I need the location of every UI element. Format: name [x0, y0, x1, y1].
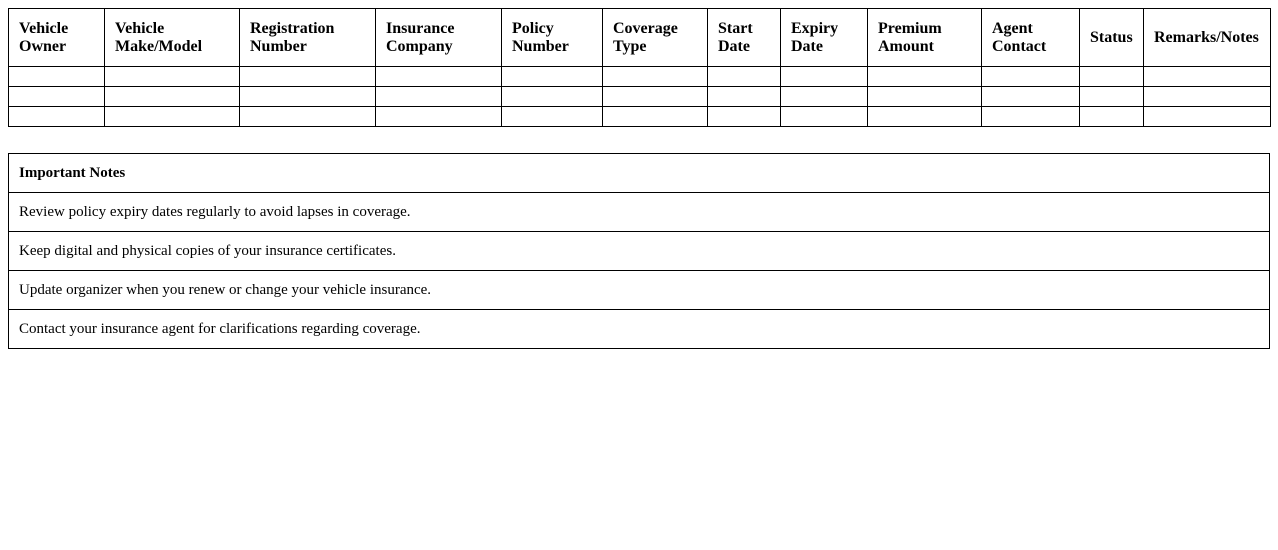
table-cell[interactable]	[105, 107, 240, 127]
table-cell[interactable]	[9, 67, 105, 87]
table-cell[interactable]	[105, 67, 240, 87]
table-row	[9, 67, 1271, 87]
table-cell[interactable]	[376, 107, 502, 127]
table-cell[interactable]	[1144, 87, 1271, 107]
table-cell[interactable]	[240, 67, 376, 87]
table-cell[interactable]	[868, 107, 982, 127]
table-cell[interactable]	[868, 87, 982, 107]
table-cell[interactable]	[603, 87, 708, 107]
note-row	[9, 232, 1270, 271]
table-cell[interactable]	[240, 107, 376, 127]
table-cell[interactable]	[9, 107, 105, 127]
table-cell[interactable]	[9, 87, 105, 107]
table-cell[interactable]	[1080, 67, 1144, 87]
notes-heading: Important Notes	[9, 154, 1270, 193]
header-row	[9, 9, 1271, 67]
table-cell[interactable]	[240, 87, 376, 107]
column-header-premium-amount: Premium Amount	[868, 9, 982, 67]
column-header-policy-number: Policy Number	[502, 9, 603, 67]
table-cell[interactable]	[502, 67, 603, 87]
column-header-coverage-type: Coverage Type	[603, 9, 708, 67]
notes-heading-row	[9, 154, 1270, 193]
table-cell[interactable]	[603, 107, 708, 127]
table-cell[interactable]	[1080, 107, 1144, 127]
table-cell[interactable]	[376, 87, 502, 107]
table-cell[interactable]	[781, 107, 868, 127]
table-cell[interactable]	[708, 87, 781, 107]
column-header-remarks-notes: Remarks/Notes	[1144, 9, 1271, 67]
table-cell[interactable]	[502, 107, 603, 127]
note-item: Review policy expiry dates regularly to avoid lapses in coverage.	[9, 193, 1270, 232]
table-cell[interactable]	[1080, 87, 1144, 107]
column-header-expiry-date: Expiry Date	[781, 9, 868, 67]
note-item: Update organizer when you renew or change your vehicle insurance.	[9, 271, 1270, 310]
table-cell[interactable]	[708, 67, 781, 87]
table-cell[interactable]	[105, 87, 240, 107]
column-header-insurance-company: Insurance Company	[376, 9, 502, 67]
table-row	[9, 87, 1271, 107]
note-row	[9, 193, 1270, 232]
table-cell[interactable]	[781, 67, 868, 87]
table-cell[interactable]	[603, 67, 708, 87]
important-notes-table	[8, 153, 1270, 349]
insurance-organizer-table	[8, 8, 1271, 127]
table-cell[interactable]	[868, 67, 982, 87]
table-cell[interactable]	[502, 87, 603, 107]
column-header-registration-number: Registration Number	[240, 9, 376, 67]
note-row	[9, 310, 1270, 349]
table-cell[interactable]	[982, 107, 1080, 127]
table-row	[9, 107, 1271, 127]
table-cell[interactable]	[982, 67, 1080, 87]
note-item: Contact your insurance agent for clarifications regarding coverage.	[9, 310, 1270, 349]
column-header-agent-contact: Agent Contact	[982, 9, 1080, 67]
table-cell[interactable]	[1144, 67, 1271, 87]
table-cell[interactable]	[982, 87, 1080, 107]
note-row	[9, 271, 1270, 310]
column-header-start-date: Start Date	[708, 9, 781, 67]
table-cell[interactable]	[376, 67, 502, 87]
table-cell[interactable]	[708, 107, 781, 127]
table-cell[interactable]	[1144, 107, 1271, 127]
note-item: Keep digital and physical copies of your insurance certificates.	[9, 232, 1270, 271]
column-header-status: Status	[1080, 9, 1144, 67]
table-cell[interactable]	[781, 87, 868, 107]
column-header-vehicle-make-model: Vehicle Make/Model	[105, 9, 240, 67]
column-header-vehicle-owner: Vehicle Owner	[9, 9, 105, 67]
